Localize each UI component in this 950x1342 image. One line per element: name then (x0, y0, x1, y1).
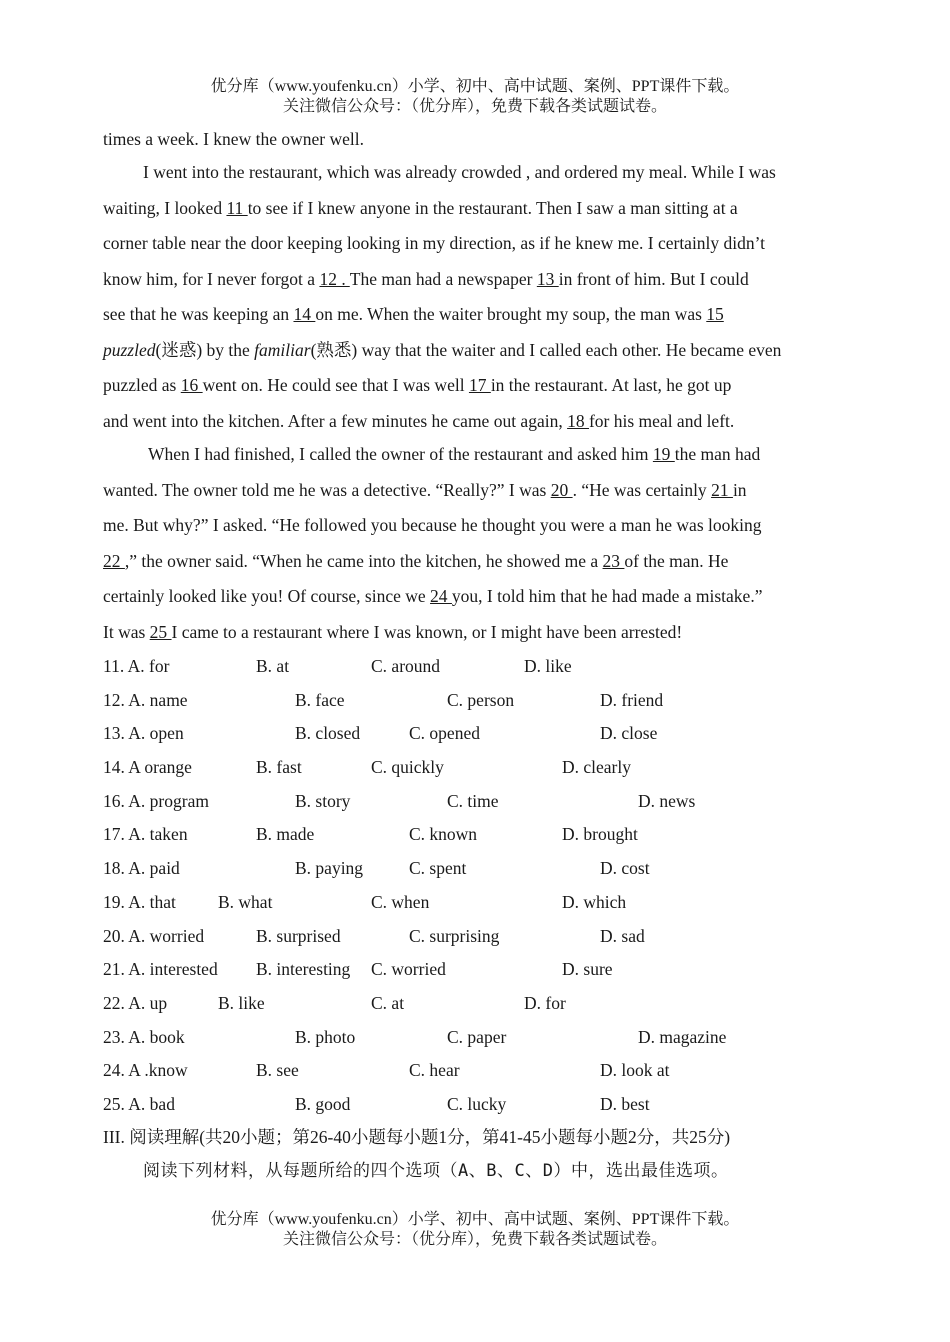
passage-line: know him, for I never forgot a 12 . The man had a newspaper 13 in front of him. But I could (103, 269, 749, 289)
blank-17: 17 (468, 375, 491, 395)
blank-19: 19 (652, 444, 675, 464)
passage-line: times a week. I knew the owner well. (103, 129, 364, 149)
question-number: 20. A. worried (103, 926, 205, 946)
option-c: C. around (371, 656, 441, 676)
question-number: 17. A. taken (103, 824, 188, 844)
blank-14: 14 (293, 304, 316, 324)
option-c: C. spent (409, 858, 467, 878)
passage-line: 22 ,” the owner said. “When he came into the kitchen, he showed me a 23 of the man. He (103, 551, 729, 571)
section-title: III. 阅读理解(共20小题；第26-40小题每小题1分，第41-45小题每小题2分，共25分) (103, 1127, 731, 1147)
passage-line: I went into the restaurant, which was already crowded , and ordered my meal. While I was (143, 162, 776, 182)
question-number: 13. A. open (103, 723, 184, 743)
blank-16: 16 (180, 375, 203, 395)
option-d: D. magazine (638, 1027, 727, 1047)
question-number: 12. A. name (103, 690, 188, 710)
question-number: 21. A. interested (103, 959, 218, 979)
option-c: C. worried (371, 959, 446, 979)
option-b: B. at (256, 656, 290, 676)
option-d: D. news (638, 791, 696, 811)
option-d: D. which (562, 892, 627, 912)
option-c: C. at (371, 993, 405, 1013)
blank-23: 23 (602, 551, 625, 571)
option-d: D. like (524, 656, 572, 676)
blank-25: 25 (149, 622, 172, 642)
blank-21: 21 (711, 480, 733, 500)
option-b: B. see (256, 1060, 299, 1080)
option-d: D. clearly (562, 757, 631, 777)
footer-wechat-line: 关注微信公众号：（优分库），免费下载各类试题试卷。 (282, 1231, 667, 1248)
option-c: C. hear (409, 1060, 460, 1080)
option-b: B. made (256, 824, 315, 844)
option-b: B. what (218, 892, 273, 912)
option-b: B. fast (256, 757, 302, 777)
option-c: C. time (447, 791, 499, 811)
option-b: B. surprised (256, 926, 341, 946)
question-number: 11. A. for (103, 656, 170, 676)
option-d: D. sad (600, 926, 645, 946)
option-b: B. good (295, 1094, 351, 1114)
option-d: D. brought (562, 824, 638, 844)
passage-line: puzzled as 16 went on. He could see that I was well 17 in the restaurant. At last, he got up (103, 375, 732, 395)
option-b: B. face (295, 690, 345, 710)
blank-15: 15 (706, 304, 724, 324)
option-c: C. paper (447, 1027, 507, 1047)
question-number: 18. A. paid (103, 858, 180, 878)
option-c: C. person (447, 690, 515, 710)
option-b: B. closed (295, 723, 361, 743)
option-d: D. friend (600, 690, 664, 710)
option-c: C. known (409, 824, 478, 844)
option-c: C. surprising (409, 926, 500, 946)
passage-line: and went into the kitchen. After a few minutes he came out again, 18 for his meal and left. (103, 411, 735, 431)
option-b: B. story (295, 791, 351, 811)
option-c: C. lucky (447, 1094, 507, 1114)
passage-line: waiting, I looked 11 to see if I knew anyone in the restaurant. Then I saw a man sitting at a (103, 198, 738, 218)
option-d: D. best (600, 1094, 650, 1114)
question-number: 23. A. book (103, 1027, 185, 1047)
question-number: 14. A orange (103, 757, 192, 777)
option-b: B. interesting (256, 959, 351, 979)
blank-11: 11 (226, 198, 248, 218)
blank-20: 20 (550, 480, 573, 500)
question-number: 22. A. up (103, 993, 168, 1013)
option-b: B. like (218, 993, 265, 1013)
option-b: B. paying (295, 858, 364, 878)
section-instruction: 阅读下列材料，从每题所给的四个选项（A、B、C、D）中，选出最佳选项。 (143, 1161, 729, 1181)
option-d: D. for (524, 993, 566, 1013)
passage-line: wanted. The owner told me he was a detective. “Really?” I was 20 . “He was certainly 21 in (103, 480, 747, 500)
blank-13: 13 (536, 269, 559, 289)
blank-18: 18 (567, 411, 589, 431)
option-c: C. when (371, 892, 430, 912)
question-number: 24. A .know (103, 1060, 188, 1080)
option-d: D. cost (600, 858, 650, 878)
passage-line: puzzled(迷惑) by the familiar(熟悉) way that the waiter and I called each other. He became even (103, 340, 782, 360)
question-number: 19. A. that (103, 892, 176, 912)
option-c: C. quickly (371, 757, 444, 777)
header-site-line: 优分库（www.youfenku.cn）小学、初中、高中试题、案例、PPT课件下载。 (210, 78, 740, 95)
passage-line: When I had finished, I called the owner of the restaurant and asked him 19 the man had (148, 444, 761, 464)
question-number: 25. A. bad (103, 1094, 175, 1114)
passage-line: It was 25 I came to a restaurant where I was known, or I might have been arrested! (103, 622, 683, 642)
option-d: D. close (600, 723, 658, 743)
footer-site-line: 优分库（www.youfenku.cn）小学、初中、高中试题、案例、PPT课件下载。 (210, 1211, 740, 1228)
option-d: D. look at (600, 1060, 670, 1080)
question-number: 16. A. program (103, 791, 209, 811)
passage-line: certainly looked like you! Of course, since we 24 you, I told him that he had made a mistake.” (103, 586, 763, 606)
option-c: C. opened (409, 723, 480, 743)
passage-line: corner table near the door keeping looking in my direction, as if he knew me. I certainly didn’t (103, 233, 766, 253)
passage-line: see that he was keeping an 14 on me. When the waiter brought my soup, the man was 15 (103, 304, 724, 324)
blank-22: 22 (103, 551, 125, 571)
blank-12: 12 . (319, 269, 350, 289)
passage-line: me. But why?” I asked. “He followed you because he thought you were a man he was looking (103, 515, 762, 535)
blank-24: 24 (430, 586, 452, 606)
option-b: B. photo (295, 1027, 356, 1047)
header-wechat-line: 关注微信公众号：（优分库），免费下载各类试题试卷。 (282, 98, 667, 115)
option-d: D. sure (562, 959, 613, 979)
